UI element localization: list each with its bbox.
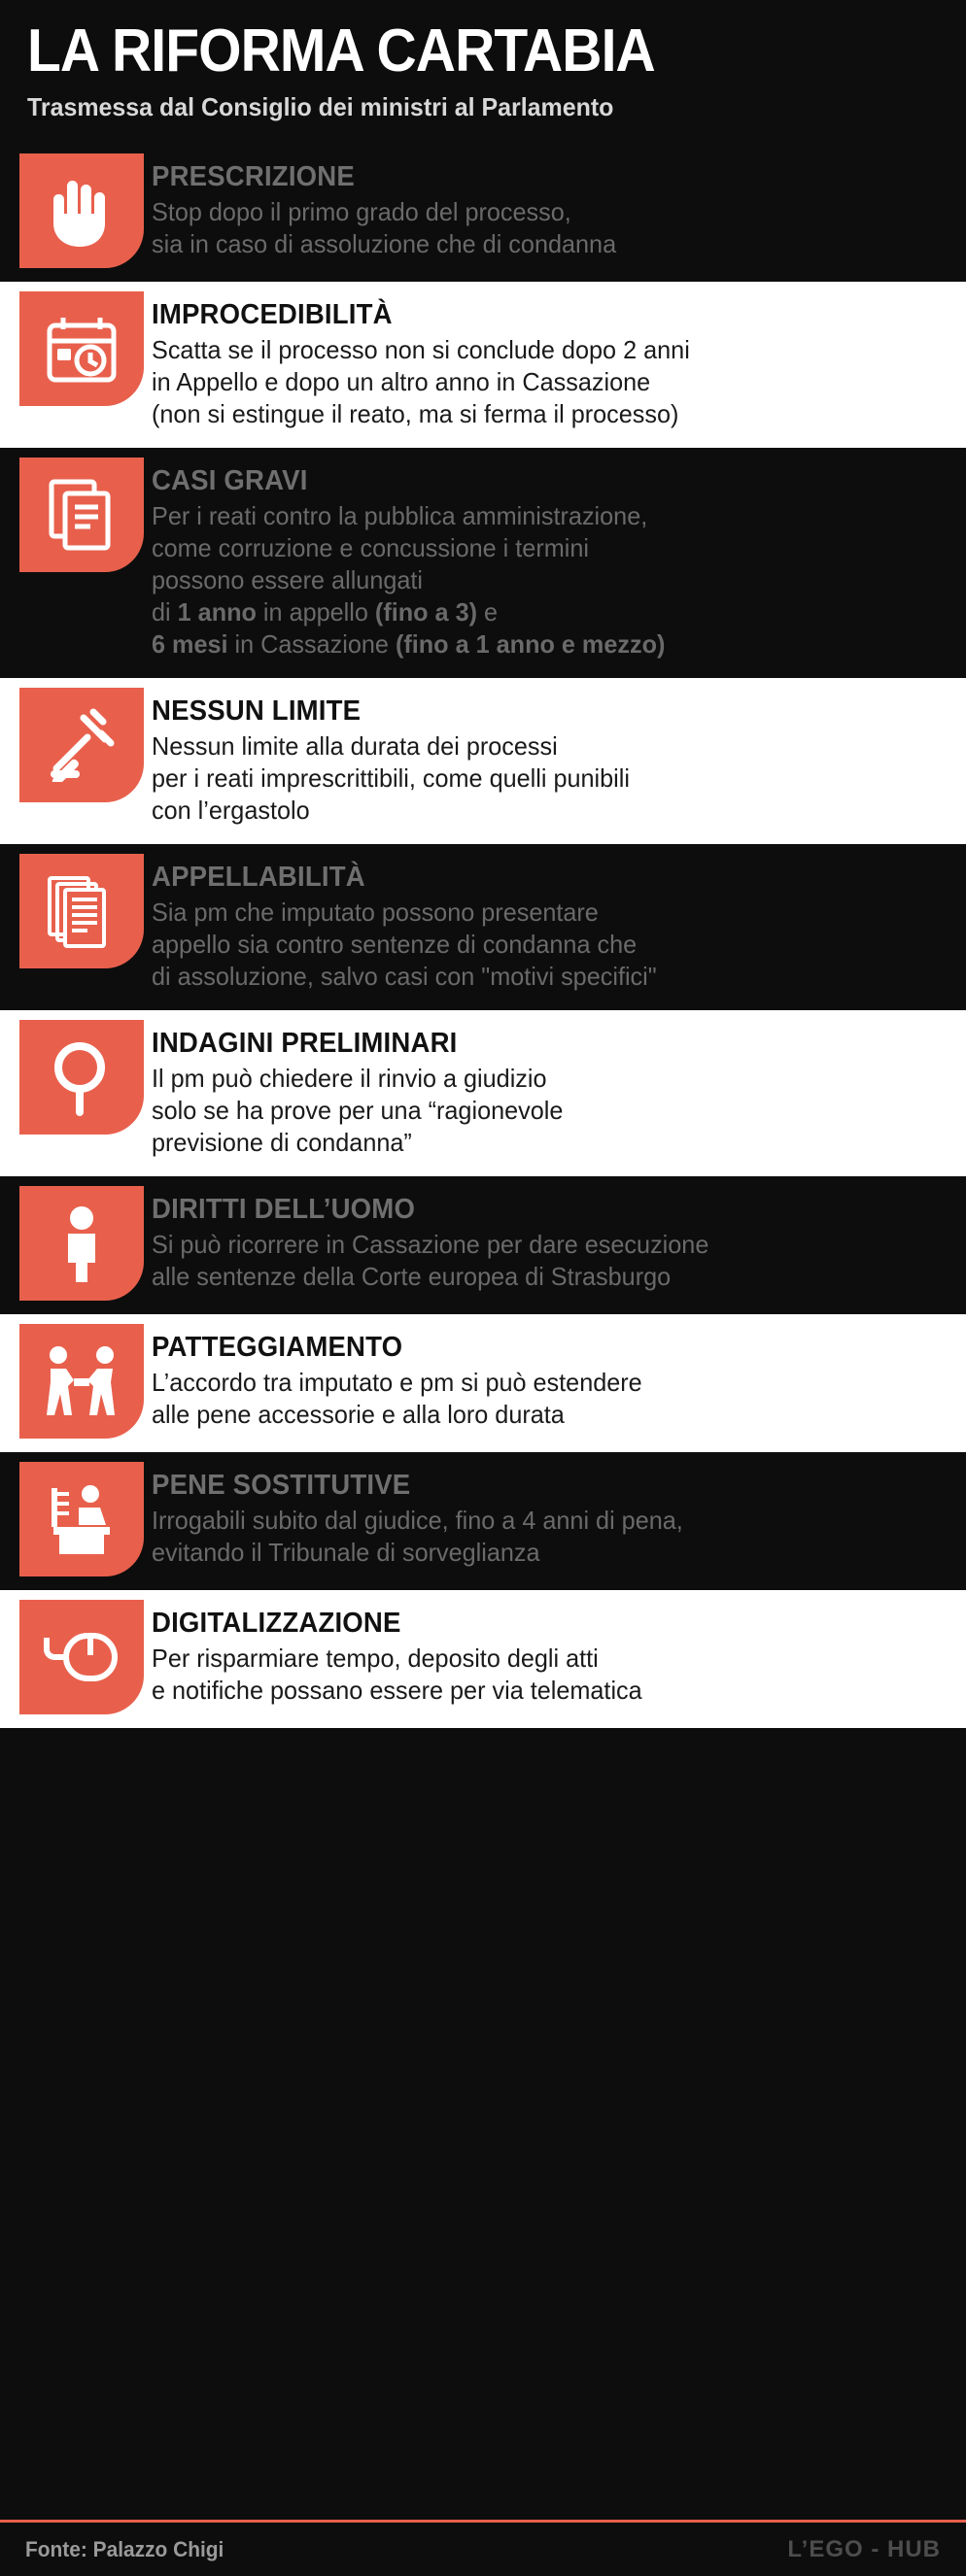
magnifier-icon	[19, 1020, 144, 1135]
item-body-line: (non si estingue il reato, ma si ferma il processo)	[152, 399, 679, 428]
page-subtitle: Trasmessa dal Consiglio dei ministri al Parlamento	[27, 92, 614, 121]
reform-item-row	[0, 1590, 966, 1728]
stacked-papers-icon	[19, 854, 144, 968]
item-body	[152, 897, 917, 993]
calendar-clock-icon	[19, 291, 144, 406]
text-column	[144, 144, 966, 278]
footer	[0, 2520, 966, 2576]
text-column	[144, 282, 966, 448]
page-title: LA RIFORMA CARTABIA	[27, 17, 655, 85]
item-title: DIGITALIZZAZIONE	[152, 1608, 401, 1639]
item-body-line: alle sentenze della Corte europea di Strasburgo	[152, 1262, 672, 1291]
icon-column	[0, 1010, 144, 1148]
reform-item-row	[0, 1452, 966, 1590]
handshake-icon	[19, 1324, 144, 1439]
item-body-line: solo se ha prove per una “ragionevole	[152, 1096, 564, 1125]
item-body	[152, 196, 917, 260]
hand-stop-icon	[19, 153, 144, 268]
icon-column	[0, 144, 144, 282]
item-body-line: Irrogabili subito dal giudice, fino a 4 anni di pena,	[152, 1506, 683, 1535]
item-title: PENE SOSTITUTIVE	[152, 1470, 411, 1501]
item-body-line: Si può ricorrere in Cassazione per dare esecuzione	[152, 1230, 709, 1259]
item-body-line: previsione di condanna”	[152, 1128, 412, 1157]
icon-column	[0, 282, 144, 420]
item-body-line: L’accordo tra imputato e pm si può estendere	[152, 1368, 642, 1397]
source-credit: Fonte: Palazzo Chigi	[25, 2536, 224, 2561]
brand-logo: L’EGO - HUB	[787, 2535, 941, 2562]
item-body	[152, 730, 917, 827]
reform-item-row	[0, 1010, 966, 1176]
item-body-line: come corruzione e concussione i termini	[152, 533, 589, 562]
text-column	[144, 1176, 966, 1310]
mouse-icon	[19, 1600, 144, 1714]
item-body-line: Stop dopo il primo grado del processo,	[152, 197, 571, 226]
icon-column	[0, 448, 144, 586]
item-title: INDAGINI PRELIMINARI	[152, 1028, 458, 1059]
text-column	[144, 448, 966, 678]
person-icon	[19, 1186, 144, 1301]
item-body-line: e notifiche possano essere per via telematica	[152, 1676, 642, 1705]
icon-column	[0, 1452, 144, 1590]
icon-column	[0, 1590, 144, 1728]
item-body-line: Sia pm che imputato possono presentare	[152, 898, 599, 927]
icon-column	[0, 1176, 144, 1314]
item-body-line: con l’ergastolo	[152, 796, 310, 825]
item-title: CASI GRAVI	[152, 465, 308, 496]
reform-item-row	[0, 844, 966, 1010]
text-column	[144, 844, 966, 1010]
text-column	[144, 1452, 966, 1586]
documents-icon	[19, 458, 144, 572]
item-body-line: 6 mesi in Cassazione (fino a 1 anno e mezzo)	[152, 629, 666, 659]
text-column	[144, 1010, 966, 1176]
reform-item-row	[0, 678, 966, 844]
item-title: PRESCRIZIONE	[152, 161, 355, 192]
item-body-line: possono essere allungati	[152, 565, 424, 594]
item-body	[152, 1229, 917, 1293]
icon-column	[0, 844, 144, 982]
icon-column	[0, 678, 144, 816]
item-body-line: Scatta se il processo non si conclude dopo 2 anni	[152, 335, 690, 364]
item-body-line: in Appello e dopo un altro anno in Cassazione	[152, 367, 651, 396]
item-body	[152, 500, 917, 661]
item-body-line: di assoluzione, salvo casi con "motivi specifici"	[152, 962, 657, 991]
item-body-line: di 1 anno in appello (fino a 3) e	[152, 597, 499, 627]
reform-item-row	[0, 282, 966, 448]
item-body-line: alle pene accessorie e alla loro durata	[152, 1400, 565, 1429]
item-body-line: Nessun limite alla durata dei processi	[152, 731, 558, 761]
icon-column	[0, 1314, 144, 1452]
reform-item-row	[0, 144, 966, 282]
item-title: PATTEGGIAMENTO	[152, 1332, 403, 1363]
item-body-line: Per i reati contro la pubblica amministrazione,	[152, 501, 648, 530]
item-body	[152, 334, 917, 430]
item-body-line: sia in caso di assoluzione che di condanna	[152, 229, 617, 258]
item-body	[152, 1367, 917, 1431]
item-body	[152, 1063, 917, 1159]
item-body-line: Il pm può chiedere il rinvio a giudizio	[152, 1064, 547, 1093]
judge-desk-icon	[19, 1462, 144, 1576]
reform-item-row	[0, 1314, 966, 1452]
item-title: DIRITTI DELL’UOMO	[152, 1194, 416, 1225]
item-body	[152, 1505, 917, 1569]
item-title: IMPROCEDIBILITÀ	[152, 299, 393, 330]
item-body-line: Per risparmiare tempo, deposito degli atti	[152, 1644, 599, 1673]
text-column	[144, 678, 966, 844]
item-body-line: per i reati imprescrittibili, come quelli punibili	[152, 763, 630, 793]
item-title: NESSUN LIMITE	[152, 695, 362, 727]
reform-item-row	[0, 448, 966, 678]
item-body	[152, 1643, 917, 1707]
reform-item-row	[0, 1176, 966, 1314]
item-body-line: evitando il Tribunale di sorveglianza	[152, 1538, 540, 1567]
item-title: APPELLABILITÀ	[152, 862, 365, 893]
text-column	[144, 1590, 966, 1724]
items-list	[0, 144, 966, 1728]
header	[0, 0, 966, 130]
item-body-line: appello sia contro sentenze di condanna che	[152, 930, 638, 959]
gavel-icon	[19, 688, 144, 802]
text-column	[144, 1314, 966, 1448]
